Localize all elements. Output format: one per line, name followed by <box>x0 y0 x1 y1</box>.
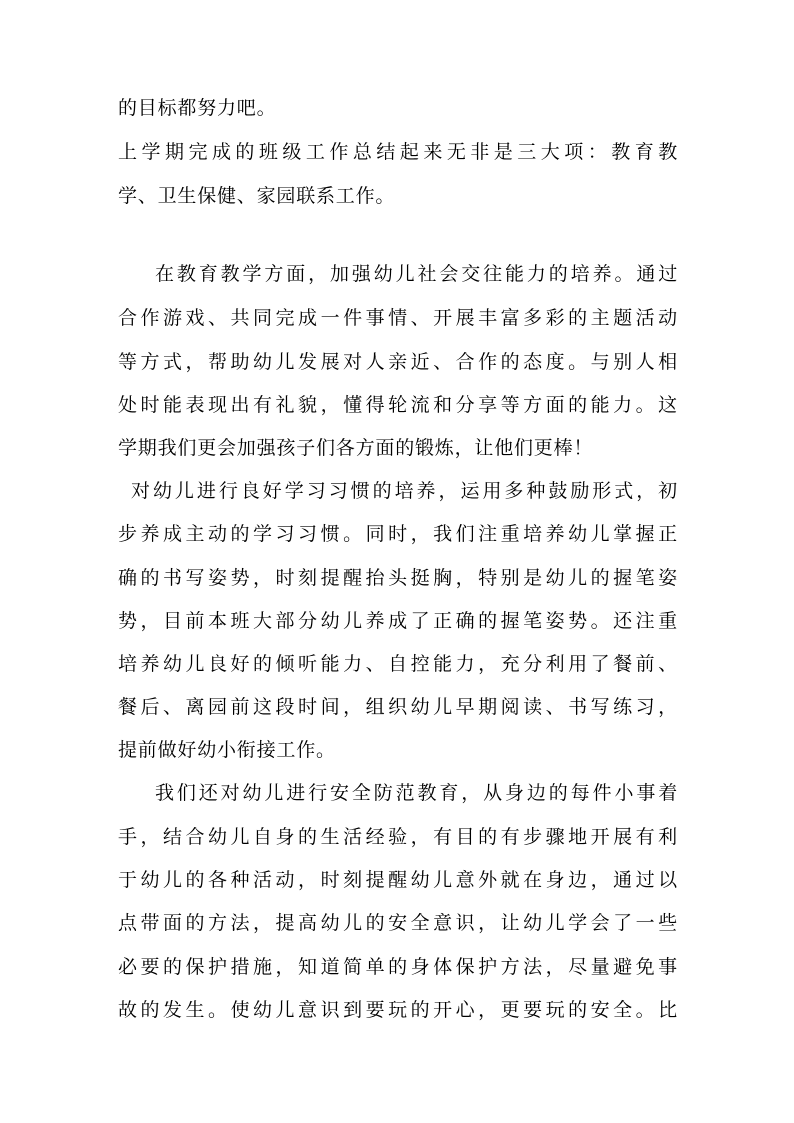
text-line: 餐后、离园前这段时间，组织幼儿早期阅读、书写练习， <box>118 696 678 718</box>
text-line: 必要的保护措施，知道简单的身体保护方法，尽量避免事 <box>118 956 678 978</box>
text-line: 确的书写姿势，时刻提醒抬头挺胸，特别是幼儿的握笔姿 <box>118 567 678 589</box>
text-line: 学期我们更会加强孩子们各方面的锻炼，让他们更棒！ <box>118 437 594 459</box>
text-line: 上学期完成的班级工作总结起来无非是三大项：教育教 <box>118 141 678 163</box>
text-line: 故的发生。使幼儿意识到要玩的开心，更要玩的安全。比 <box>118 999 678 1021</box>
text-line: 在教育教学方面，加强幼儿社会交往能力的培养。通过 <box>155 263 678 285</box>
text-line: 的目标都努力吧。 <box>118 97 277 119</box>
text-line: 手，结合幼儿自身的生活经验，有目的有步骤地开展有利 <box>118 826 678 848</box>
text-line: 提前做好幼小衔接工作。 <box>118 739 336 761</box>
text-line: 势，目前本班大部分幼儿养成了正确的握笔姿势。还注重 <box>118 610 678 632</box>
text-line: 处时能表现出有礼貌，懂得轮流和分享等方面的能力。这 <box>118 394 678 416</box>
text-line: 对幼儿进行良好学习习惯的培养，运用多种鼓励形式，初 <box>131 480 678 502</box>
text-line: 点带面的方法，提高幼儿的安全意识，让幼儿学会了一些 <box>118 912 678 934</box>
text-line: 等方式，帮助幼儿发展对人亲近、合作的态度。与别人相 <box>118 351 678 373</box>
text-line: 我们还对幼儿进行安全防范教育，从身边的每件小事着 <box>155 782 678 804</box>
text-line: 于幼儿的各种活动，时刻提醒幼儿意外就在身边，通过以 <box>118 869 678 891</box>
text-line: 培养幼儿良好的倾听能力、自控能力，充分利用了餐前、 <box>118 653 678 675</box>
text-line: 合作游戏、共同完成一件事情、开展丰富多彩的主题活动 <box>118 307 678 329</box>
text-line: 学、卫生保健、家园联系工作。 <box>118 185 396 207</box>
text-line: 步养成主动的学习习惯。同时，我们注重培养幼儿掌握正 <box>118 523 678 545</box>
